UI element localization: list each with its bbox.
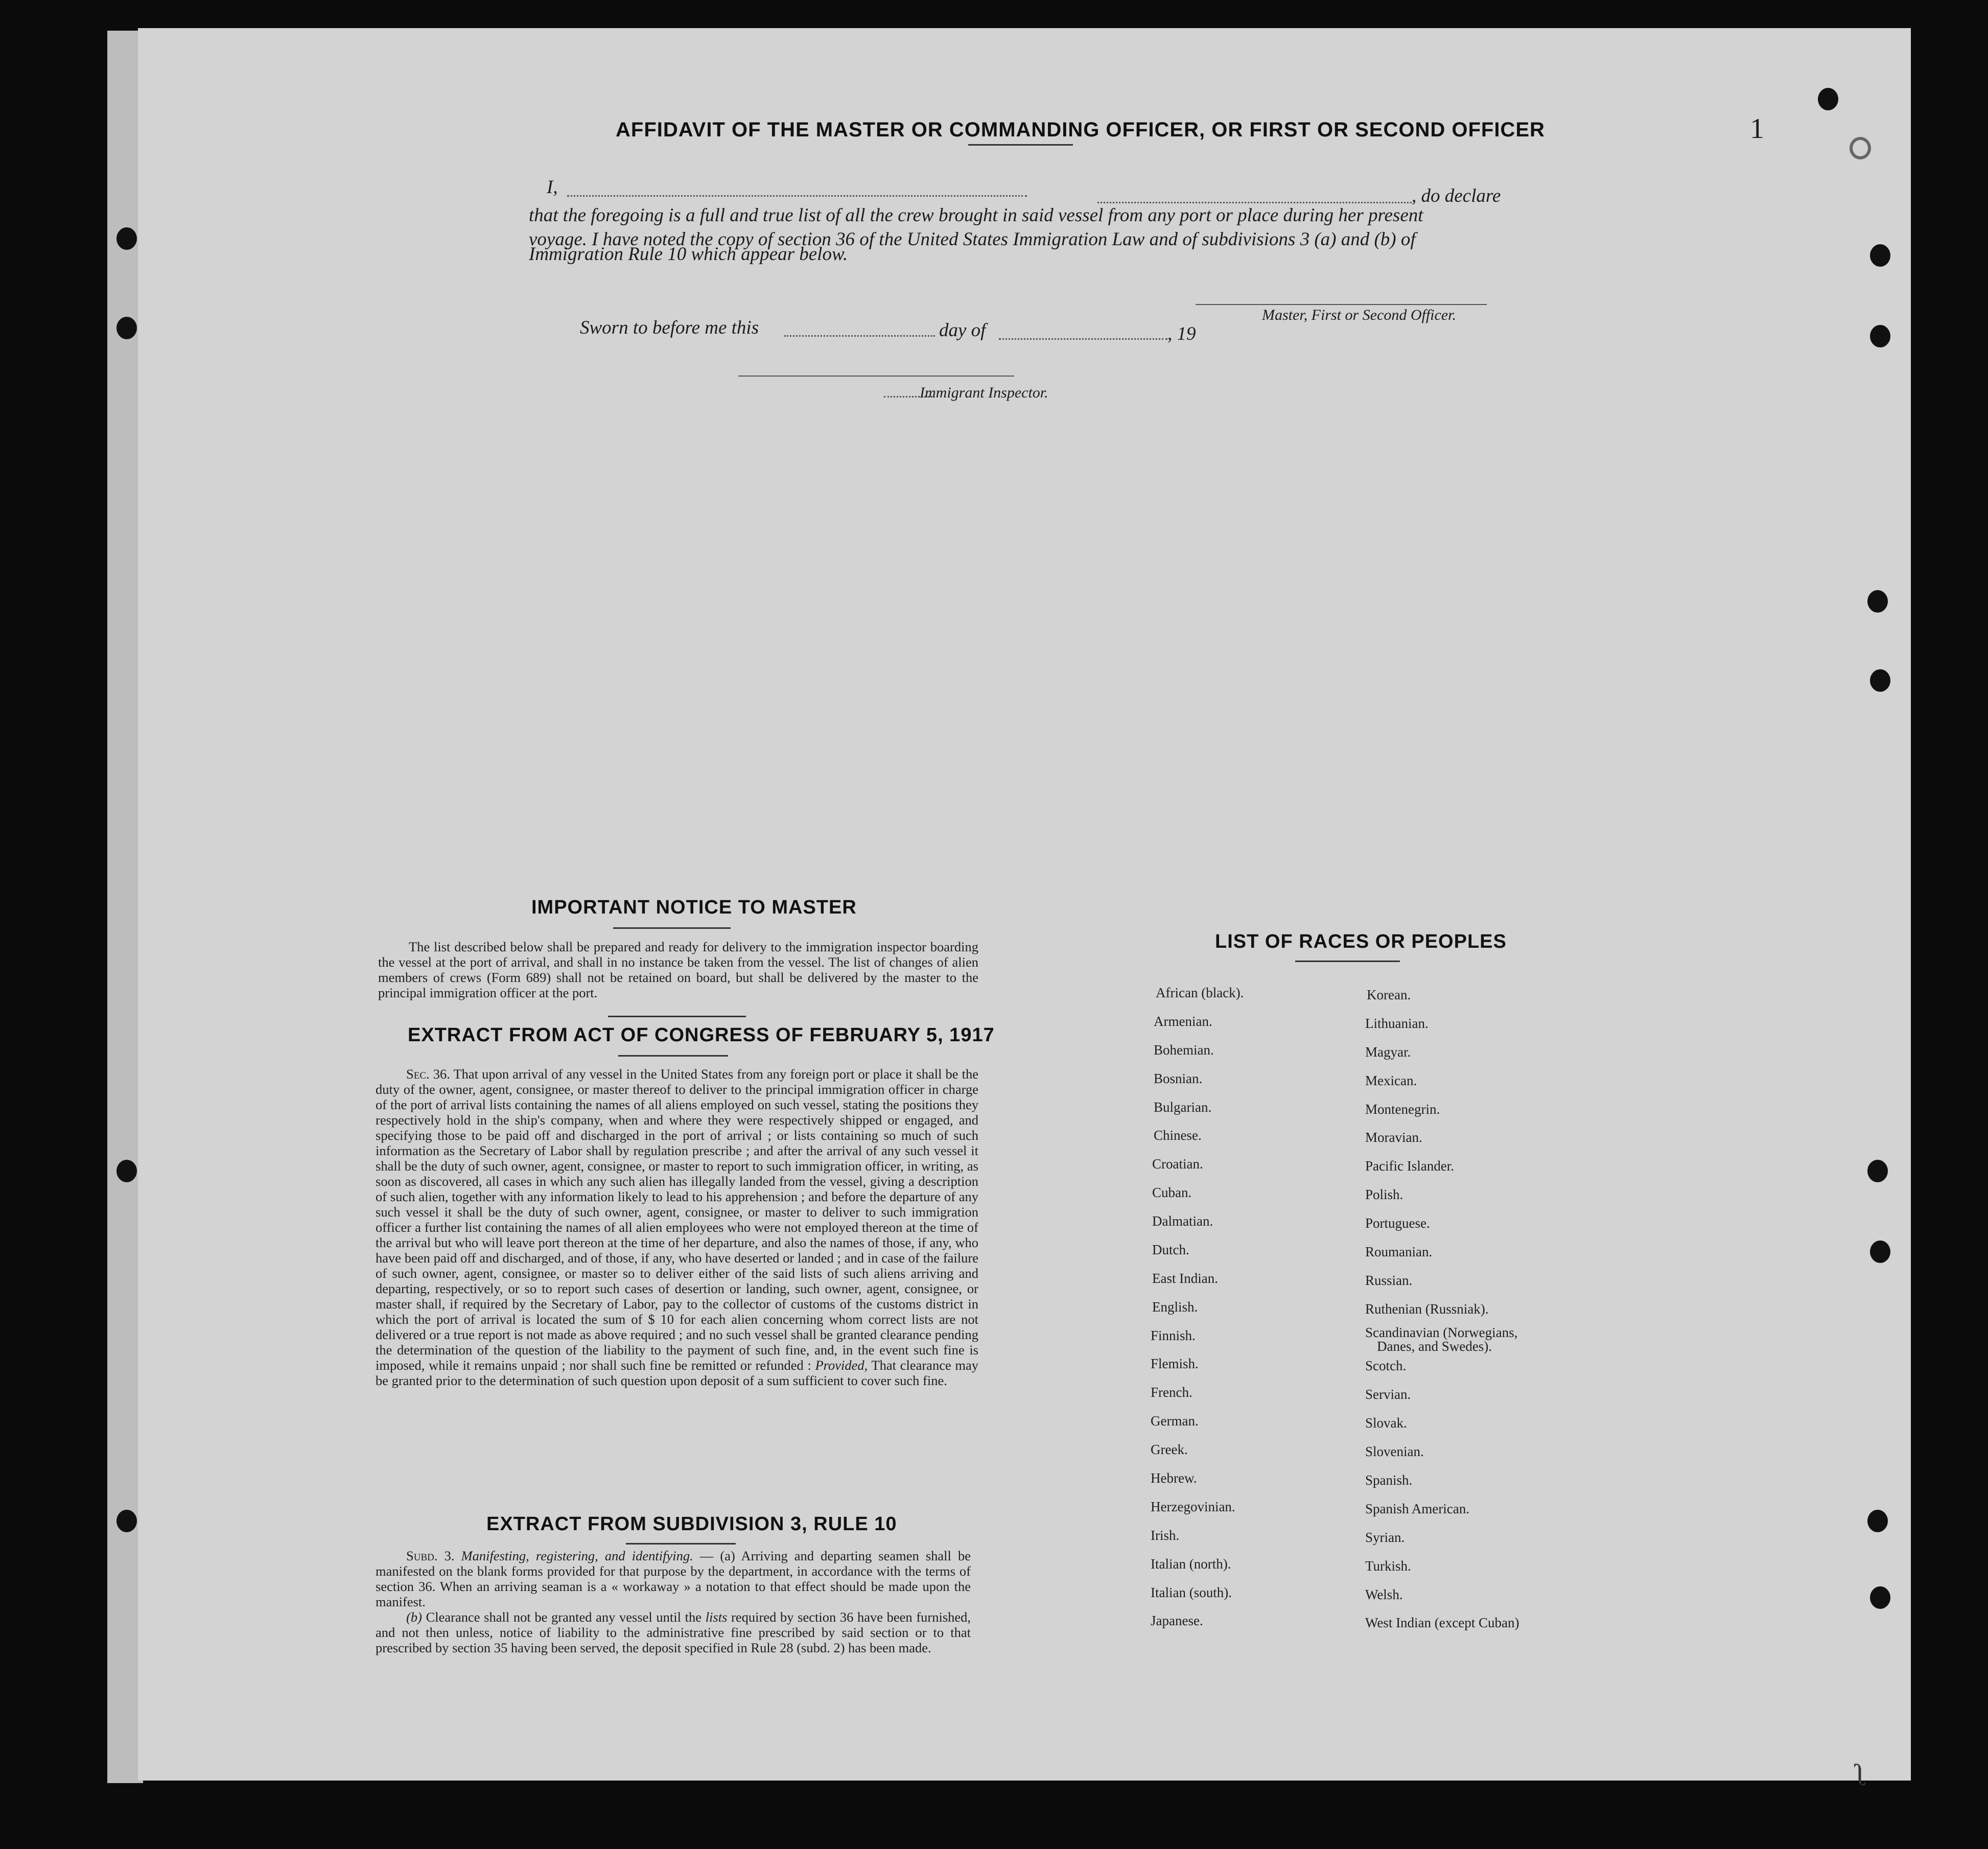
race-item: Slovak. (1365, 1415, 1407, 1431)
race-item: Spanish. (1365, 1472, 1413, 1488)
race-item: Flemish. (1151, 1356, 1199, 1371)
race-item: Russian. (1365, 1273, 1413, 1288)
race-item: Dutch. (1152, 1242, 1189, 1257)
race-item: Italian (north). (1151, 1556, 1231, 1572)
binder-hole-icon (116, 227, 137, 250)
race-item: Hebrew. (1151, 1470, 1197, 1486)
affidavit-line-3: voyage. I have noted the copy of section 36 of the United States Immigration Law and of subdivisions 3 (a) and (b) of (529, 229, 1416, 250)
officer-signature-field[interactable] (1196, 304, 1487, 305)
race-item: West Indian (except Cuban) (1365, 1615, 1519, 1630)
binder-hole-icon (1870, 669, 1890, 692)
binder-hole-icon (116, 1160, 137, 1182)
subd-b-text-2: required by section 36 have been furnished, and not then unless, notice of liability to the administrative fine prescribed by said section or to that prescribed by section 35 having been served, the deposit specified in Rule 28 (subd. 2) has been made. (376, 1609, 971, 1655)
binder-hole-icon (1850, 137, 1871, 159)
race-item: French. (1151, 1385, 1192, 1400)
sworn-day-field[interactable] (784, 335, 935, 337)
year-label: , 19 (1167, 323, 1196, 344)
notice-body (378, 939, 978, 1000)
race-item: Finnish. (1151, 1328, 1196, 1343)
affidavit-title: AFFIDAVIT OF THE MASTER OR COMMANDING OFFICER, OR FIRST OR SECOND OFFICER (616, 119, 1545, 141)
race-item: Irish. (1151, 1528, 1180, 1543)
affidavit-title-rule (968, 144, 1073, 146)
race-item: Montenegrin. (1365, 1102, 1440, 1117)
affidavit-i-label: I, (547, 177, 558, 198)
section-36-text (376, 1066, 978, 1388)
congress-title-rule (618, 1055, 728, 1057)
race-item: Syrian. (1365, 1530, 1405, 1545)
race-item: Slovenian. (1365, 1444, 1424, 1459)
binder-hole-icon (116, 1510, 137, 1532)
provided-label: Provided, (815, 1358, 868, 1373)
subdivision-text (376, 1548, 971, 1655)
subd-b-text-1: Clearance shall not be granted any vessel until the (426, 1609, 702, 1625)
inspector-signature-field[interactable] (738, 376, 1014, 377)
race-item: Servian. (1365, 1387, 1411, 1402)
affidavit-line-4: Immigration Rule 10 which appear below. (529, 244, 848, 265)
race-item: Croatian. (1152, 1156, 1203, 1172)
sec-36-label: Sec. 36. (406, 1066, 450, 1082)
notice-title: IMPORTANT NOTICE TO MASTER (531, 897, 857, 918)
race-item: Scotch. (1365, 1358, 1407, 1373)
race-item: Portuguese. (1365, 1215, 1430, 1231)
race-item: Dalmatian. (1152, 1213, 1213, 1229)
page-number: 1 (1750, 113, 1764, 145)
officer-signature-label: Master, First or Second Officer. (1262, 307, 1456, 323)
race-item: Welsh. (1365, 1587, 1403, 1602)
races-title-rule (1295, 961, 1400, 962)
race-item: English. (1152, 1299, 1198, 1315)
subd-a-text: — (a) Arriving and departing seamen shall be manifested on the blank forms provided for that purpose by the department, in accordance with the terms of section 36. When an arriving seaman is a « workaway » a notation to that effect should be made upon the manifest. (376, 1548, 971, 1609)
race-item: East Indian. (1152, 1271, 1218, 1286)
race-item: Lithuanian. (1365, 1016, 1429, 1031)
race-item: Turkish. (1365, 1558, 1411, 1574)
subdivision-title-rule (626, 1543, 736, 1544)
subdivision-extract-title: EXTRACT FROM SUBDIVISION 3, RULE 10 (486, 1513, 897, 1535)
race-item: African (black). (1156, 985, 1244, 1000)
affidavit-line-2: that the foregoing is a full and true list of all the crew brought in said vessel from any port or place during her present (529, 205, 1423, 226)
notice-title-rule (613, 927, 731, 929)
binder-hole-icon (1870, 1586, 1890, 1609)
binder-hole-icon (1818, 88, 1838, 110)
race-item: Chinese. (1154, 1128, 1202, 1143)
vessel-name-field[interactable] (1097, 202, 1412, 203)
sworn-label: Sworn to before me this (580, 317, 759, 338)
affiant-name-field[interactable] (567, 195, 1027, 197)
race-item-continuation: Danes, and Swedes). (1377, 1339, 1492, 1354)
race-item: Polish. (1365, 1187, 1404, 1202)
race-item: Bulgarian. (1154, 1099, 1212, 1115)
day-of-label: day of (939, 320, 986, 341)
subd-label: Subd. 3. (406, 1548, 455, 1563)
binder-hole-icon (1867, 590, 1888, 613)
notice-separator-rule (608, 1016, 746, 1017)
race-item: Armenian. (1154, 1014, 1212, 1029)
affidavit-do-declare: , do declare (1412, 185, 1501, 206)
race-item: Italian (south). (1151, 1585, 1232, 1600)
race-item: Cuban. (1152, 1185, 1192, 1200)
handwritten-mark-icon: ʅ (1855, 1758, 1868, 1792)
inspector-label: Immigrant Inspector. (920, 384, 1048, 401)
binder-hole-icon (1867, 1160, 1888, 1182)
sec-36-body-1: That upon arrival of any vessel in the United States from any foreign port or place it shall be the duty of the owner, agent, consignee, or master thereof to deliver to the principal immigration officer in charge of the port of arrival lists containing the names of all aliens employed on such vessel, stating the positions they respectively hold in the ship's company, when and where they were respectively shipped or engaged, and specifying those to be paid off and discharged in the port of arrival ; or lists containing so much of such information as the Secretary of Labor shall by regulation prescribe ; and after the arrival of any such vessel it shall be the duty of such owner, agent, consignee, or master to report to such immigration officer, in writing, as soon as discovered, all cases in which any such alien has illegally landed from the vessel, giving a description of such alien, together with any information likely to lead to his apprehension ; and before the departure of any such vessel it shall be the duty of such owner, agent, consignee, or master to deliver to such immigration officer a further list containing the names of all alien employees who were not employed thereon at the time of the arrival but who will leave port thereon at the time of her departure, and also the names of those, if any, who have been paid off and discharged, and of those, if any, who have deserted or landed ; and in case of the failure of such owner, agent, consignee, or master so to deliver either of the said lists of such aliens arriving and departing, respectively, or so to report such cases of desertion or landing, such owner, agent, consignee, or master shall, if required by the Secretary of Labor, pay to the collector of customs of the customs district in which the port of arrival is located the sum of $ 10 for each alien concerning whom correct lists are not delivered or a true report is not made as above required ; and no such vessel shall be granted clearance pending the determination of the question of the liability to the payment of such fine, and, in the event such fine is imposed, while it remains unpaid ; nor shall such fine be remitted or refunded : (376, 1066, 978, 1373)
race-item: Bohemian. (1154, 1042, 1214, 1058)
race-item: Mexican. (1365, 1073, 1417, 1088)
congress-extract-title: EXTRACT FROM ACT OF CONGRESS OF FEBRUARY 5, 1917 (408, 1024, 995, 1046)
race-item: Bosnian. (1154, 1071, 1203, 1086)
subd-b-lists: lists (705, 1609, 728, 1625)
subd-heading: Manifesting, registering, and identifying. (461, 1548, 693, 1563)
race-item: Ruthenian (Russniak). (1365, 1301, 1489, 1317)
document-page (138, 28, 1911, 1781)
sworn-month-field[interactable] (999, 338, 1167, 340)
binder-hole-icon (1870, 325, 1890, 347)
race-item: Pacific Islander. (1365, 1158, 1454, 1174)
races-list-title: LIST OF RACES OR PEOPLES (1215, 931, 1507, 952)
sec-36-body-2: That clearance may be granted prior to the determination of such question upon deposit of a sum sufficient to cover such fine. (376, 1358, 979, 1388)
notice-text: The list described below shall be prepared and ready for delivery to the immigration inspector boarding the vessel at the port of arrival, and shall in no instance be taken from the vessel. The list of changes of alien members of crews (Form 689) shall not be retained on board, but shall be delivered by the master to the principal immigration officer at the port. (378, 939, 978, 1000)
race-item: Roumanian. (1365, 1244, 1433, 1259)
race-item: Japanese. (1151, 1613, 1203, 1628)
race-item: Spanish American. (1365, 1501, 1469, 1516)
race-item: German. (1151, 1413, 1199, 1429)
binder-hole-icon (1870, 1241, 1890, 1263)
race-item: Korean. (1367, 987, 1411, 1002)
race-item: Magyar. (1365, 1044, 1411, 1060)
binder-hole-icon (1867, 1510, 1888, 1532)
subd-b-label: (b) (406, 1609, 422, 1625)
race-item: Herzegovinian. (1151, 1499, 1235, 1514)
race-item: Scandinavian (Norwegians, (1365, 1325, 1518, 1340)
race-item: Moravian. (1365, 1130, 1422, 1145)
binder-hole-icon (1870, 244, 1890, 267)
race-item: Greek. (1151, 1442, 1188, 1457)
binder-hole-icon (116, 317, 137, 339)
